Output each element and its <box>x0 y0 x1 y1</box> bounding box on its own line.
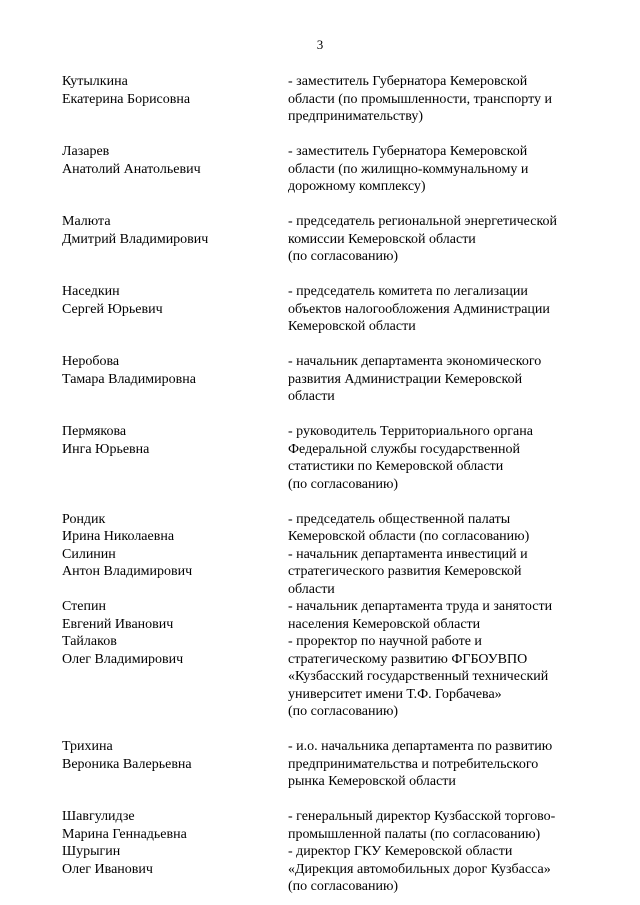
role-line: дорожному комплексу) <box>288 179 426 194</box>
role-line: (по согласованию) <box>288 476 399 492</box>
member-surname: Силинин <box>62 546 116 562</box>
member-role <box>288 213 588 266</box>
role-line: статистики по Кемеровской области <box>288 459 504 474</box>
member-given-name: Вероника Валерьевна <box>62 756 192 772</box>
entry-spacer <box>62 493 602 511</box>
member-name <box>62 511 282 546</box>
entry-spacer <box>62 721 602 739</box>
member-entry <box>62 633 602 721</box>
role-line: - и.о. начальника департамента по развитию <box>288 739 553 754</box>
member-given-name: Тамара Владимировна <box>62 371 196 387</box>
member-given-name: Евгений Иванович <box>62 616 174 632</box>
member-surname: Рондик <box>62 511 106 527</box>
member-role <box>288 633 588 721</box>
member-entry <box>62 843 602 896</box>
role-line: - генеральный директор Кузбасской торгово- <box>288 809 556 824</box>
member-name <box>62 633 282 668</box>
member-name <box>62 738 282 773</box>
member-name <box>62 213 282 248</box>
member-surname: Шавгулидзе <box>62 809 135 824</box>
member-surname: Наседкин <box>62 284 120 299</box>
role-line: развития Администрации Кемеровской <box>288 371 523 387</box>
role-line: области (по промышленности, транспорту и <box>288 91 553 107</box>
member-role <box>288 143 588 196</box>
role-line: - председатель региональной энергетической <box>288 214 558 229</box>
member-given-name: Марина Геннадьевна <box>62 826 187 842</box>
member-name <box>62 283 282 318</box>
member-entry <box>62 808 602 843</box>
member-given-name: Инга Юрьевна <box>62 441 150 457</box>
role-line: области (по жилищно-коммунальному и <box>288 161 529 177</box>
member-given-name: Дмитрий Владимирович <box>62 231 209 247</box>
member-given-name: Сергей Юрьевич <box>62 301 163 317</box>
member-given-name: Ирина Николаевна <box>62 529 175 544</box>
role-line: рынка Кемеровской области <box>288 774 456 789</box>
role-line: предпринимательству) <box>288 109 424 124</box>
member-given-name: Олег Владимирович <box>62 651 184 667</box>
member-name <box>62 808 282 843</box>
member-surname: Пермякова <box>62 424 127 439</box>
member-entry <box>62 423 602 493</box>
entry-spacer <box>62 196 602 214</box>
member-role <box>288 546 588 599</box>
member-entry <box>62 738 602 791</box>
member-entry <box>62 511 602 546</box>
entry-spacer <box>62 336 602 354</box>
role-line: - руководитель Территориального органа <box>288 424 533 439</box>
role-line: стратегического развития Кемеровской <box>288 564 522 579</box>
role-line: Кемеровской области <box>288 319 416 334</box>
member-role <box>288 73 588 126</box>
page-number: 3 <box>316 37 324 52</box>
role-line: области <box>288 581 335 597</box>
member-role <box>288 511 588 546</box>
member-surname: Кутылкина <box>62 74 128 89</box>
member-given-name: Антон Владимирович <box>62 564 193 579</box>
member-surname: Неробова <box>62 354 120 369</box>
role-line: - начальник департамента труда и занятости <box>288 599 553 614</box>
role-line: промышленной палаты (по согласованию) <box>288 826 541 842</box>
member-given-name: Екатерина Борисовна <box>62 91 191 107</box>
member-surname: Степин <box>62 599 106 614</box>
member-entry <box>62 283 602 336</box>
member-given-name: Олег Иванович <box>62 861 153 877</box>
member-role <box>288 283 588 336</box>
entry-spacer <box>62 791 602 809</box>
role-line: - заместитель Губернатора Кемеровской <box>288 74 528 89</box>
role-line: стратегическому развитию ФГБОУВПО <box>288 651 528 667</box>
member-surname: Шурыгин <box>62 844 121 859</box>
role-line: «Кузбасский государственный технический <box>288 669 549 684</box>
member-surname: Лазарев <box>62 144 110 159</box>
member-surname: Трихина <box>62 739 113 754</box>
role-line: - директор ГКУ Кемеровской области <box>288 844 513 859</box>
member-role <box>288 843 588 896</box>
member-role <box>288 598 588 633</box>
role-line: - заместитель Губернатора Кемеровской <box>288 144 528 159</box>
member-name <box>62 353 282 388</box>
role-line: объектов налогообложения Администрации <box>288 301 550 317</box>
member-entry <box>62 598 602 633</box>
member-role <box>288 738 588 791</box>
member-entry <box>62 143 602 196</box>
member-given-name: Анатолий Анатольевич <box>62 161 201 177</box>
role-line: (по согласованию) <box>288 704 399 719</box>
member-surname: Тайлаков <box>62 634 117 649</box>
member-entry <box>62 353 602 406</box>
member-name <box>62 423 282 458</box>
role-line: - председатель общественной палаты <box>288 511 511 527</box>
member-name <box>62 73 282 108</box>
entry-spacer <box>62 266 602 284</box>
member-name <box>62 598 282 633</box>
role-line: комиссии Кемеровской области <box>288 231 476 247</box>
member-entry <box>62 546 602 599</box>
member-name <box>62 143 282 178</box>
role-line: Федеральной службы государственной <box>288 441 520 457</box>
member-role <box>288 353 588 406</box>
member-list <box>62 73 602 896</box>
role-line: - начальник департамента экономического <box>288 354 542 369</box>
member-role <box>288 423 588 493</box>
entry-spacer <box>62 406 602 424</box>
member-entry <box>62 213 602 266</box>
member-name <box>62 546 282 581</box>
role-line: - проректор по научной работе и <box>288 634 482 649</box>
role-line: «Дирекция автомобильных дорог Кузбасса» <box>288 861 551 877</box>
role-line: Кемеровской области (по согласованию) <box>288 529 530 544</box>
member-name <box>62 843 282 878</box>
role-line: - начальник департамента инвестиций и <box>288 546 528 562</box>
entry-spacer <box>62 126 602 144</box>
member-entry <box>62 73 602 126</box>
member-role <box>288 808 588 843</box>
role-line: (по согласованию) <box>288 879 399 894</box>
role-line: университет имени Т.Ф. Горбачева» <box>288 686 502 702</box>
role-line: (по согласованию) <box>288 249 399 264</box>
role-line: населения Кемеровской области <box>288 616 481 632</box>
role-line: - председатель комитета по легализации <box>288 284 528 299</box>
role-line: предпринимательства и потребительского <box>288 756 539 772</box>
role-line: области <box>288 389 335 404</box>
member-surname: Малюта <box>62 214 111 229</box>
